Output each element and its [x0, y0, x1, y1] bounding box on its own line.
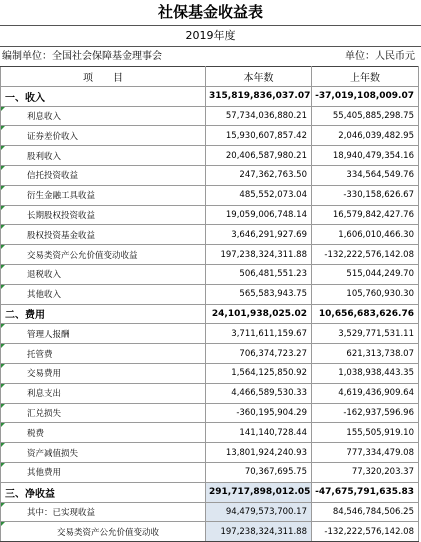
cell-marker-icon	[1, 384, 5, 388]
current-year-value: 13,801,924,240.93	[206, 443, 312, 463]
previous-year-value: 777,334,479.08	[312, 443, 419, 463]
row-label: 其他收入	[1, 284, 206, 304]
current-year-value: 20,406,587,980.21	[206, 146, 312, 166]
previous-year-value: 334,564,549.76	[312, 165, 419, 185]
row-label: 三、净收益	[1, 482, 206, 502]
cell-marker-icon	[1, 166, 5, 170]
current-year-value: 70,367,695.75	[206, 462, 312, 482]
previous-year-value: -132,222,576,142.08	[312, 245, 419, 265]
current-year-value: 19,059,006,748.14	[206, 205, 312, 225]
current-year-value: -360,195,904.29	[206, 403, 312, 423]
row-label: 税费	[1, 423, 206, 443]
table-row	[1, 86, 419, 106]
table-row	[1, 522, 419, 542]
table-row	[1, 126, 419, 146]
row-label: 股利收入	[1, 146, 206, 166]
currency-unit: 单位：人民币元	[345, 51, 415, 62]
current-year-value: 3,646,291,927.69	[206, 225, 312, 245]
previous-year-value: 16,579,842,427.76	[312, 205, 419, 225]
previous-year-value: -47,675,791,635.83	[312, 482, 419, 502]
cell-marker-icon	[1, 206, 5, 210]
table-row	[1, 344, 419, 364]
header-previous-year: 上年数	[312, 67, 419, 87]
row-label: 利息收入	[1, 106, 206, 126]
current-year-value: 315,819,836,037.07	[206, 86, 312, 106]
row-label: 其他费用	[1, 462, 206, 482]
report-year: 2019年度	[0, 25, 421, 47]
row-label: 交易类资产公允价值变动收益	[1, 245, 206, 265]
previous-year-value: 2,046,039,482.95	[312, 126, 419, 146]
row-label: 股权投资基金收益	[1, 225, 206, 245]
table-row	[1, 324, 419, 344]
row-label: 衍生金融工具收益	[1, 185, 206, 205]
previous-year-value: 515,044,249.70	[312, 264, 419, 284]
current-year-value: 3,711,611,159.67	[206, 324, 312, 344]
table-row	[1, 482, 419, 502]
reporting-entity: 编制单位：全国社会保障基金理事会	[2, 51, 162, 62]
current-year-value: 506,481,551.23	[206, 264, 312, 284]
previous-year-value: -132,222,576,142.08	[312, 522, 419, 542]
previous-year-value: 55,405,885,298.75	[312, 106, 419, 126]
table-row	[1, 245, 419, 265]
table-row	[1, 106, 419, 126]
row-label: 交易费用	[1, 363, 206, 383]
table-row	[1, 502, 419, 522]
current-year-value: 706,374,723.27	[206, 344, 312, 364]
previous-year-value: 105,760,930.30	[312, 284, 419, 304]
header-current-year: 本年数	[206, 67, 312, 87]
cell-marker-icon	[1, 522, 5, 526]
row-label: 利息支出	[1, 383, 206, 403]
table-row	[1, 423, 419, 443]
current-year-value: 4,466,589,530.33	[206, 383, 312, 403]
table-row	[1, 383, 419, 403]
table-row	[1, 225, 419, 245]
previous-year-value: 621,313,738.07	[312, 344, 419, 364]
current-year-value: 24,101,938,025.02	[206, 304, 312, 324]
previous-year-value: 77,320,203.37	[312, 462, 419, 482]
table-row	[1, 284, 419, 304]
row-label: 资产减值损失	[1, 443, 206, 463]
current-year-value: 1,564,125,850.92	[206, 363, 312, 383]
row-label: 汇兑损失	[1, 403, 206, 423]
current-year-value: 485,552,073.04	[206, 185, 312, 205]
previous-year-value: 18,940,479,354.16	[312, 146, 419, 166]
current-year-value: 565,583,943.75	[206, 284, 312, 304]
previous-year-value: 84,546,784,506.25	[312, 502, 419, 522]
previous-year-value: 1,038,938,443.35	[312, 363, 419, 383]
current-year-value: 197,238,324,311.88	[206, 522, 312, 542]
cell-marker-icon	[1, 344, 5, 348]
cell-marker-icon	[1, 146, 5, 150]
table-row	[1, 443, 419, 463]
previous-year-value: 10,656,683,626.76	[312, 304, 419, 324]
row-label: 退税收入	[1, 264, 206, 284]
cell-marker-icon	[1, 423, 5, 427]
cell-marker-icon	[1, 324, 5, 328]
current-year-value: 141,140,728.44	[206, 423, 312, 443]
current-year-value: 94,479,573,700.17	[206, 502, 312, 522]
cell-marker-icon	[1, 443, 5, 447]
table-row	[1, 462, 419, 482]
table-row	[1, 304, 419, 324]
current-year-value: 57,734,036,880.21	[206, 106, 312, 126]
previous-year-value: 4,619,436,909.64	[312, 383, 419, 403]
previous-year-value: -330,158,626.67	[312, 185, 419, 205]
previous-year-value: 155,505,919.10	[312, 423, 419, 443]
cell-marker-icon	[1, 107, 5, 111]
table-row	[1, 264, 419, 284]
cell-marker-icon	[1, 364, 5, 368]
table-row	[1, 146, 419, 166]
row-label: 其中：已实现收益	[1, 502, 206, 522]
cell-marker-icon	[1, 245, 5, 249]
table-row	[1, 165, 419, 185]
row-label: 交易类资产公允价值变动收	[1, 522, 206, 542]
cell-marker-icon	[1, 126, 5, 130]
table-row	[1, 403, 419, 423]
row-label: 信托投资收益	[1, 165, 206, 185]
current-year-value: 15,930,607,857.42	[206, 126, 312, 146]
current-year-value: 247,362,763.50	[206, 165, 312, 185]
cell-marker-icon	[1, 285, 5, 289]
previous-year-value: -37,019,108,009.07	[312, 86, 419, 106]
income-table	[0, 66, 419, 542]
table-header-row	[1, 67, 419, 87]
row-label: 证券差价收入	[1, 126, 206, 146]
current-year-value: 197,238,324,311.88	[206, 245, 312, 265]
cell-marker-icon	[1, 186, 5, 190]
previous-year-value: -162,937,596.96	[312, 403, 419, 423]
cell-marker-icon	[1, 404, 5, 408]
cell-marker-icon	[1, 463, 5, 467]
cell-marker-icon	[1, 503, 5, 507]
table-row	[1, 363, 419, 383]
cell-marker-icon	[1, 265, 5, 269]
previous-year-value: 3,529,771,531.11	[312, 324, 419, 344]
row-label: 托管费	[1, 344, 206, 364]
previous-year-value: 1,606,010,466.30	[312, 225, 419, 245]
page-title: 社保基金收益表	[157, 3, 263, 21]
row-label: 管理人报酬	[1, 324, 206, 344]
row-label: 二、费用	[1, 304, 206, 324]
cell-marker-icon	[1, 225, 5, 229]
table-row	[1, 185, 419, 205]
current-year-value: 291,717,898,012.05	[206, 482, 312, 502]
row-label: 长期股权投资收益	[1, 205, 206, 225]
row-label: 一、收入	[1, 86, 206, 106]
header-item: 项 目	[1, 67, 206, 87]
table-row	[1, 205, 419, 225]
